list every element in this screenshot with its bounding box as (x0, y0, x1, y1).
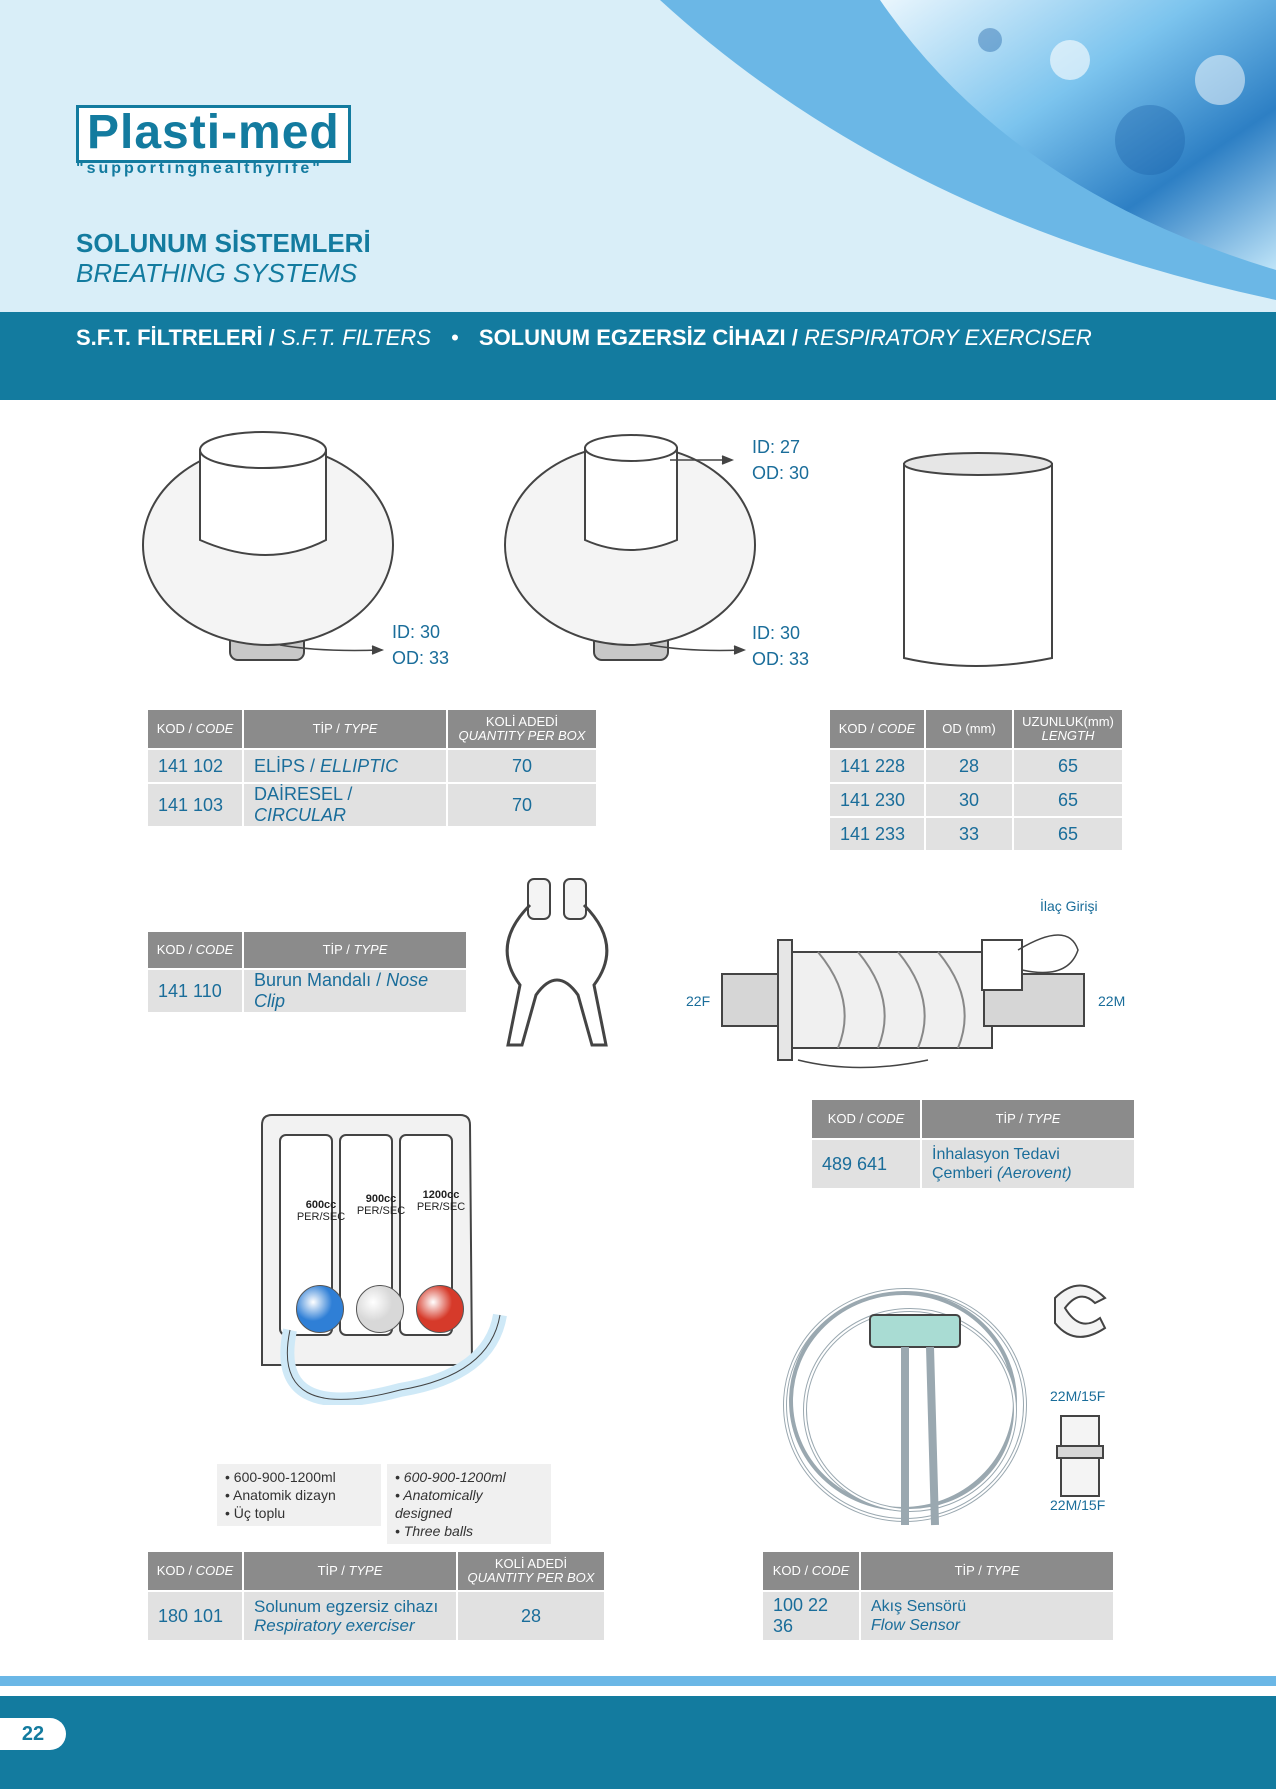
table-row (830, 784, 1122, 816)
column-900-label: 900cc PER/SEC (356, 1193, 406, 1217)
col-header-code: KOD / CODE (148, 932, 242, 968)
col-header-code: KOD / CODE (830, 710, 924, 748)
code-cell: 141 233 (830, 818, 924, 850)
filters-table (146, 708, 598, 828)
col-header-code: KOD / CODE (148, 710, 242, 748)
section-title-en: BREATHING SYSTEMS (76, 258, 358, 288)
col-header-type: TİP / TYPE (922, 1100, 1134, 1138)
exerciser-table (146, 1550, 606, 1642)
feature-item: • 600-900-1200ml (395, 1469, 506, 1485)
aerovent-image (718, 900, 1098, 1080)
filter1-bottom-od: OD: 33 (392, 648, 450, 668)
column-600-label: 600cc PER/SEC (296, 1199, 346, 1223)
col-header-type: TİP / TYPE (244, 710, 446, 748)
code-cell: 141 102 (148, 750, 242, 782)
feature-item: • Anatomically designed (395, 1487, 483, 1521)
type-cell: ELİPS / ELLIPTIC (244, 750, 446, 782)
type-cell: DAİRESEL / CIRCULAR (244, 784, 446, 826)
banner-bullet: • (451, 325, 459, 350)
brand-tagline: "supportinghealthylife" (76, 160, 323, 177)
filter1-bottom-id: ID: 30 (392, 622, 441, 642)
filter2-top-od: OD: 30 (752, 463, 810, 483)
col-header-code: KOD / CODE (763, 1552, 859, 1590)
banner-part2-en: RESPIRATORY EXERCISER (804, 325, 1092, 350)
length-cell: 65 (1014, 750, 1122, 782)
col-header-od: OD (mm) (926, 710, 1012, 748)
filter2-bottom-id: ID: 30 (752, 623, 801, 643)
col-header-type: TİP / TYPE (861, 1552, 1113, 1590)
aerovent-drug-label: İlaç Girişi (1040, 898, 1098, 914)
col-header-length: UZUNLUK(mm) LENGTH (1014, 710, 1122, 748)
aerovent-right-label: 22M (1098, 993, 1126, 1009)
table-row (763, 1592, 1113, 1640)
code-cell: 180 101 (148, 1592, 242, 1640)
col-header-code: KOD / CODE (812, 1100, 920, 1138)
qty-cell: 70 (448, 750, 596, 782)
feature-item: • Anatomik dizayn (225, 1487, 336, 1503)
type-cell: Akış Sensörü Flow Sensor (861, 1592, 1113, 1640)
code-cell: 141 228 (830, 750, 924, 782)
od-cell: 30 (926, 784, 1012, 816)
code-cell: 141 110 (148, 970, 242, 1012)
feature-item: • 600-900-1200ml (225, 1469, 336, 1485)
code-cell: 141 103 (148, 784, 242, 826)
type-cell: Solunum egzersiz cihazı Respiratory exerciser (244, 1592, 456, 1640)
col-header-qty: KOLİ ADEDİ QUANTITY PER BOX (458, 1552, 604, 1590)
brand-logo: Plasti-med (76, 105, 351, 163)
filter2-bottom-od: OD: 33 (752, 649, 810, 669)
length-cell: 65 (1014, 784, 1122, 816)
category-banner-text (76, 325, 1092, 351)
noseclip-image (500, 875, 620, 1055)
page-number: 22 (0, 1718, 66, 1750)
tube-image (900, 450, 1060, 675)
footer-band (0, 1696, 1276, 1789)
table-row (812, 1140, 1134, 1188)
table-row (148, 784, 596, 826)
section-title-tr: SOLUNUM SİSTEMLERİ (76, 228, 371, 258)
length-cell: 65 (1014, 818, 1122, 850)
aerovent-table (810, 1098, 1136, 1190)
banner-part1-tr: S.F.T. FİLTRELERİ / (76, 325, 275, 350)
type-cell: Burun Mandalı / Nose Clip (244, 970, 466, 1012)
qty-cell: 28 (458, 1592, 604, 1640)
col-header-qty: KOLİ ADEDİ QUANTITY PER BOX (448, 710, 596, 748)
circular-filter-image (505, 435, 755, 660)
banner-part2-tr: SOLUNUM EGZERSİZ CİHAZI / (478, 325, 798, 350)
blue-ball (296, 1285, 344, 1333)
tubes-table (828, 708, 1124, 852)
feature-item: • Three balls (395, 1523, 474, 1539)
features-tr (217, 1464, 381, 1526)
table-row (148, 1592, 604, 1640)
sensor-adapter-bottom-label: 22M/15F (1050, 1497, 1106, 1513)
code-cell: 100 22 36 (763, 1592, 859, 1640)
sensor-table (761, 1550, 1115, 1642)
features-en (387, 1464, 551, 1544)
table-row (148, 750, 596, 782)
aerovent-left-label: 22F (686, 993, 711, 1009)
exerciser-columns (280, 1135, 520, 1335)
banner-part1-en: S.F.T. FILTERS (280, 325, 431, 350)
col-header-code: KOD / CODE (148, 1552, 242, 1590)
table-row (830, 750, 1122, 782)
qty-cell: 70 (448, 784, 596, 826)
noseclip-table (146, 930, 468, 1014)
filter-illustrations (130, 420, 830, 680)
elliptic-filter-image (143, 432, 393, 660)
feature-item: • Üç toplu (225, 1505, 286, 1521)
type-cell: İnhalasyon Tedavi Çemberi (Aerovent) (922, 1140, 1134, 1188)
filter2-top-id: ID: 27 (752, 437, 801, 457)
footer-stripe (0, 1676, 1276, 1686)
code-cell: 141 230 (830, 784, 924, 816)
column-1200-label: 1200cc PER/SEC (416, 1189, 466, 1213)
table-row (830, 818, 1122, 850)
od-cell: 33 (926, 818, 1012, 850)
col-header-type: TİP / TYPE (244, 932, 466, 968)
red-ball (416, 1285, 464, 1333)
sensor-adapter-top-label: 22M/15F (1050, 1388, 1106, 1404)
flow-sensor-image (775, 1275, 1075, 1545)
table-row (148, 970, 466, 1012)
code-cell: 489 641 (812, 1140, 920, 1188)
col-header-type: TİP / TYPE (244, 1552, 456, 1590)
white-ball (356, 1285, 404, 1333)
od-cell: 28 (926, 750, 1012, 782)
